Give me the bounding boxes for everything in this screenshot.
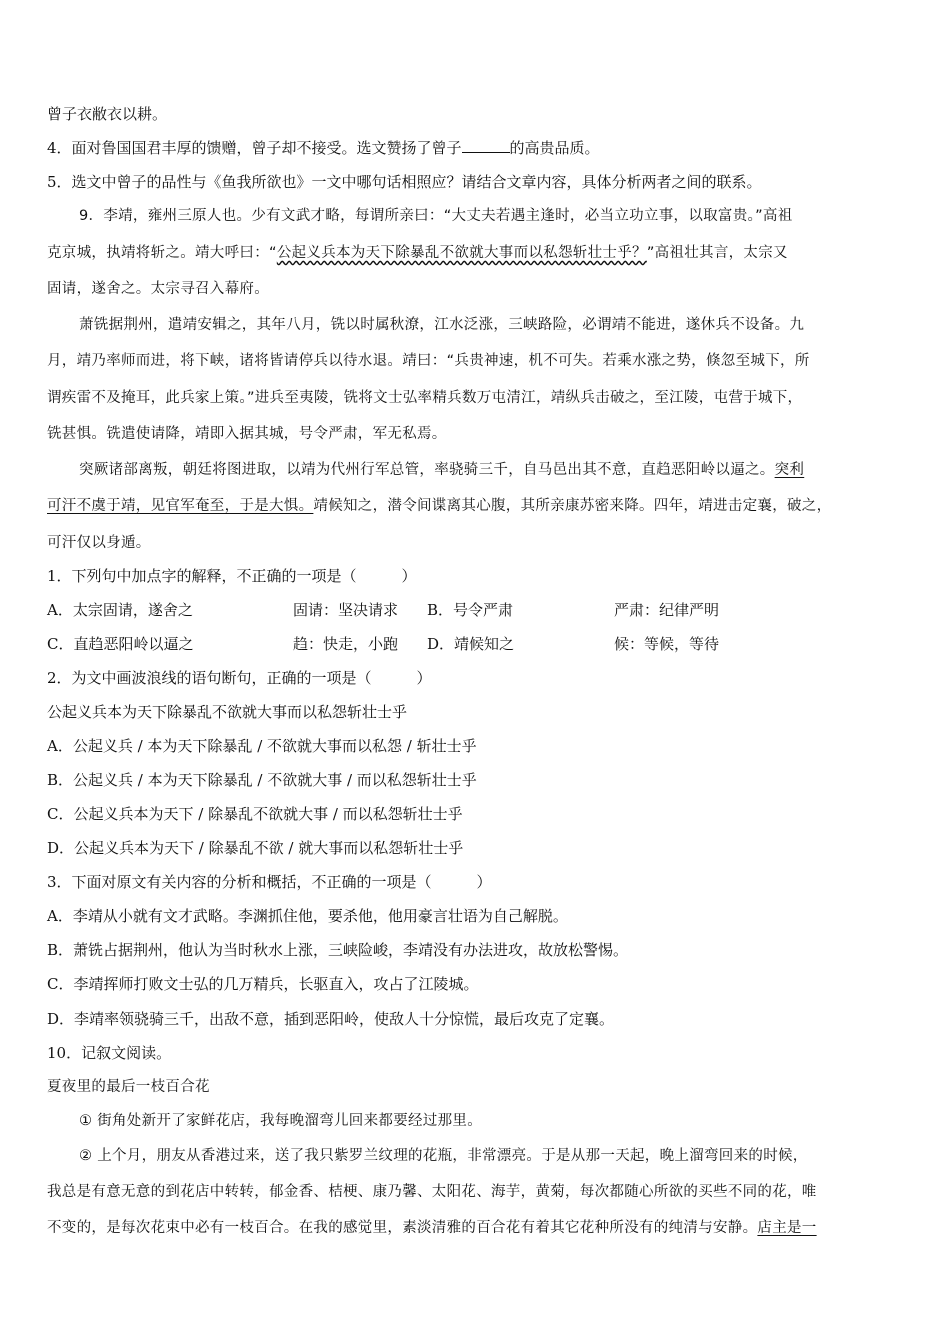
wavy-underlined-sentence: 公起义兵本为天下除暴乱不欲就大事而以私怨斩壮士乎？ (276, 245, 647, 261)
passage-line: 萧铣据荆州，遣靖安辑之，其年八月，铣以时属秋潦，江水泛涨，三峡路险，必谓靖不能进，遂休兵不设备。九 (79, 317, 805, 333)
passage-line (47, 243, 788, 263)
passage-line (47, 496, 831, 516)
passage-text: 突厥诸部离叛，朝廷将图进取，以靖为代州行军总管，率骁骑三千，自马邑出其不意，直趋恶阳岭以逼之。 (79, 462, 775, 478)
underlined-sentence: 店主是一 (757, 1220, 817, 1236)
passage-text: ”高祖壮其言，太宗又 (646, 245, 788, 261)
q9-2-sentence: 公起义兵本为天下除暴乱不欲就大事而以私怨斩壮士乎 (47, 703, 408, 721)
passage-text: 克京城，执靖将斩之。靖大呼曰：“ (47, 245, 277, 261)
option-b[interactable]: B．号令严肃 (427, 601, 514, 619)
question-4-text: 4．面对鲁国国君丰厚的馈赠，曾子却不接受。选文赞扬了曾子 (47, 139, 462, 157)
underlined-sentence: 可汗不虞于靖，见官军奄至，于是大惧。 (47, 498, 314, 514)
option-c-note: 趋：快走，小跑 (293, 635, 399, 653)
article-paragraph: ① 街角处新开了家鲜花店，我每晚溜弯儿回来都要经过那里。 (79, 1113, 483, 1129)
option-a-note: 固请：坚决请求 (293, 601, 399, 619)
question-10-stem: 10．记叙文阅读。 (47, 1044, 172, 1062)
option-d[interactable]: D．靖候知之 (427, 635, 515, 653)
article-paragraph: ② 上个月，朋友从香港过来，送了我只紫罗兰纹理的花瓶，非常漂亮。于是从那一天起，晚上溜弯回来的时候， (79, 1148, 808, 1164)
question-4-text-end: 的高贵品质。 (509, 139, 600, 157)
answer-blank[interactable] (462, 138, 510, 153)
option-c[interactable]: C．直趋恶阳岭以逼之 (47, 635, 194, 653)
passage-line: 可汗仅以身遁。 (47, 535, 151, 551)
q9-1-stem: 1．下列句中加点字的解释，不正确的一项是（ ） (47, 567, 417, 585)
passage-line: 铣甚惧。铣遣使请降，靖即入据其城，号令严肃，军无私焉。 (47, 426, 447, 442)
passage-line: 9．李靖，雍州三原人也。少有文武才略，每谓所亲曰：“大丈夫若遇主逢时，必当立功立事，以取富贵。”高祖 (79, 208, 793, 224)
option-a[interactable]: A．李靖从小就有文才武略。李渊抓住他，要杀他，他用豪言壮语为自己解脱。 (47, 907, 568, 925)
passage-line: 谓疾雷不及掩耳，此兵家上策。”进兵至夷陵，铣将文士弘率精兵数万屯清江，靖纵兵击破之，至江陵，屯营于城下， (47, 390, 803, 406)
option-d-note: 候：等候，等待 (614, 635, 720, 653)
option-b[interactable]: B．萧铣占据荆州，他认为当时秋水上涨，三峡险峻，李靖没有办法进攻，故放松警惕。 (47, 941, 629, 959)
passage-line: 月，靖乃率师而进，将下峡，诸将皆请停兵以待水退。靖曰：“兵贵神速，机不可失。若乘水涨之势，倏忽至城下，所 (47, 353, 810, 369)
underlined-sentence: 突利 (774, 462, 805, 478)
question-5: 5．选文中曾子的品性与《鱼我所欲也》一文中哪句话相照应？请结合文章内容，具体分析两者之间的联系。 (47, 173, 762, 191)
article-title: 夏夜里的最后一枝百合花 (47, 1079, 210, 1095)
option-a[interactable]: A．太宗固请，遂舍之 (47, 601, 193, 619)
option-d[interactable]: D．李靖率领骁骑三千，出敌不意，插到恶阳岭，使敌人十分惊慌，最后攻克了定襄。 (47, 1010, 615, 1028)
passage-text: 靖候知之，潜令间谍离其心腹，其所亲康苏密来降。四年，靖进击定襄，破之， (313, 498, 832, 514)
passage-line (79, 460, 804, 480)
q9-2-stem: 2．为文中画波浪线的语句断句，正确的一项是（ ） (47, 669, 432, 687)
option-d[interactable]: D．公起义兵本为天下 / 除暴乱不欲 / 就大事而以私怨斩壮士乎 (47, 839, 464, 857)
q9-3-stem: 3．下面对原文有关内容的分析和概括，不正确的一项是（ ） (47, 873, 492, 891)
question-4 (47, 138, 600, 158)
article-text: 不变的，是每次花束中必有一枝百合。在我的感觉里，素淡清雅的百合花有着其它花种所没有的纯清与安静。 (47, 1220, 758, 1236)
option-c[interactable]: C．李靖挥师打败文士弘的几万精兵，长驱直入，攻占了江陵城。 (47, 975, 479, 993)
option-b-note: 严肃：纪律严明 (614, 601, 720, 619)
option-c[interactable]: C．公起义兵本为天下 / 除暴乱不欲就大事 / 而以私怨斩壮士乎 (47, 805, 463, 823)
option-a[interactable]: A．公起义兵 / 本为天下除暴乱 / 不欲就大事而以私怨 / 斩壮士乎 (47, 737, 477, 755)
article-paragraph-line (47, 1218, 817, 1238)
prev-passage-line: 曾子衣敝衣以耕。 (47, 105, 168, 123)
article-paragraph-line: 我总是有意无意的到花店中转转，郁金香、桔梗、康乃馨、太阳花、海芋，黄菊，每次都随心所欲的买些不同的花，唯 (47, 1184, 817, 1200)
passage-line: 固请，遂舍之。太宗寻召入幕府。 (47, 281, 269, 297)
option-b[interactable]: B．公起义兵 / 本为天下除暴乱 / 不欲就大事 / 而以私怨斩壮士乎 (47, 771, 477, 789)
